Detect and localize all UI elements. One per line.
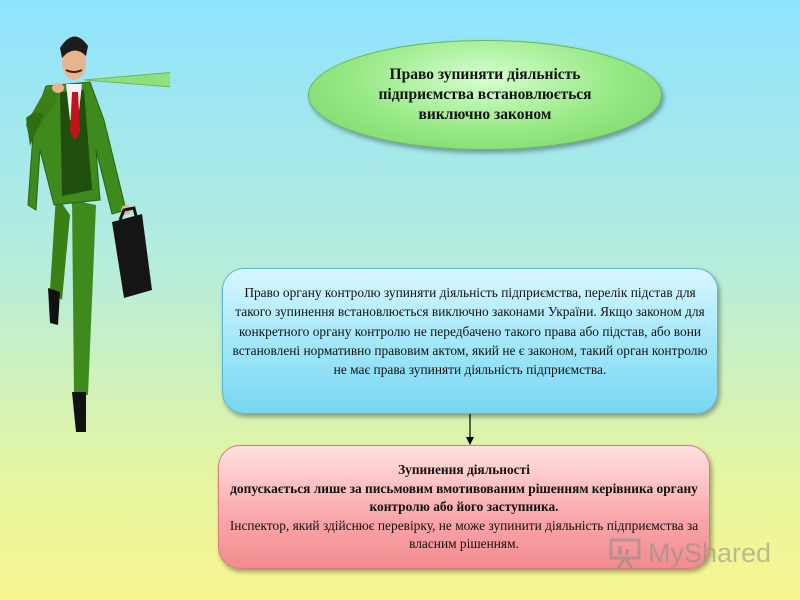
info-box-text: Право органу контролю зупиняти діяльність підприємства, перелік підстав для такого зупинення встановлюється виключно законами України. Якщо законом для конкретного органу контролю не передбачено такого права або підстав, або вони встановлені нормативно правовим актом, який не є законом, такий орган контролю не має права зупиняти діяльність підприємства. [232, 285, 708, 378]
rule-box-bold-text: допускається лише за письмовим вмотивованим рішенням керівника органу контролю або його заступника. [230, 480, 698, 515]
watermark-text: MyShared [648, 537, 772, 568]
rule-box-text: Інспектор, який здійснює перевірку, не може зупинити діяльність підприємства за власним рішенням. [229, 517, 699, 552]
rule-box-title: Зупинення діяльності [398, 462, 530, 477]
watermark [608, 536, 771, 570]
speech-bubble-text: Право зупиняти діяльність підприємства встановлюється виключно законом [378, 66, 592, 123]
presentation-board-icon [608, 536, 642, 570]
